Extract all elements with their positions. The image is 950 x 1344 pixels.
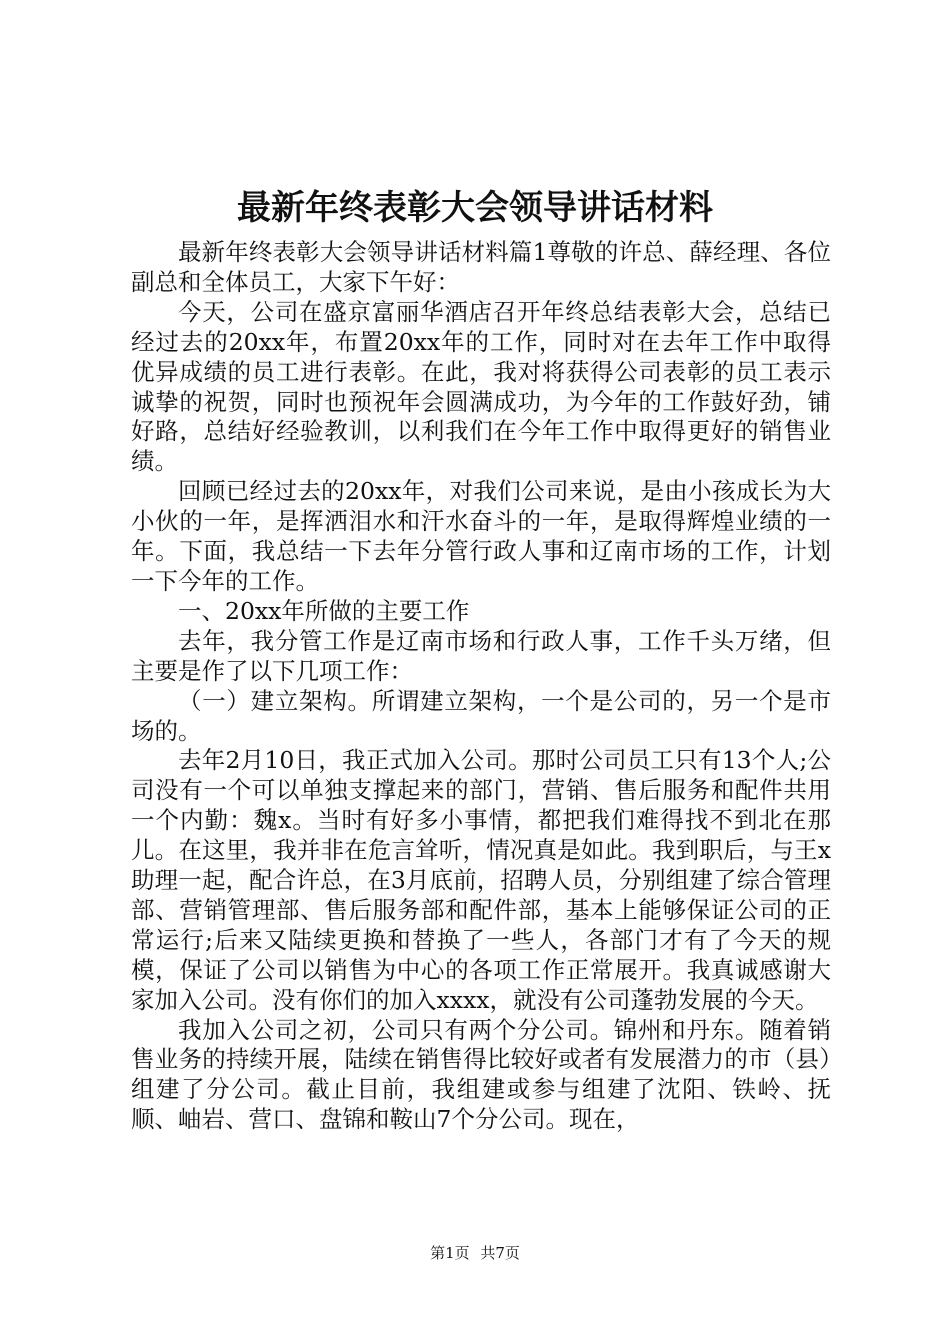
paragraph: 我加入公司之初，公司只有两个分公司。锦州和丹东。随着销售业务的持续开展，陆续在销售得比较好或者有发展潜力的市（县）组建了分公司。截止目前，我组建或参与组建了沈阳、铁岭、抚顺、岫岩、营口、盘锦和鞍山7个分公司。现在， [131, 1015, 831, 1134]
paragraph: 最新年终表彰大会领导讲话材料篇1尊敬的许总、薛经理、各位副总和全体员工，大家下午好： [131, 238, 831, 296]
page-total: 共7页 [480, 1244, 520, 1262]
page-footer [0, 1243, 950, 1263]
paragraph: 去年2月10日，我正式加入公司。那时公司员工只有13个人;公司没有一个可以单独支撑起来的部门，营销、售后服务和配件共用一个内勤：魏x。当时有好多小事情，都把我们难得找不到北在那儿。在这里，我并非在危言耸听，情况真是如此。我到职后，与王x助理一起，配合许总，在3月底前，招聘人员，分别组建了综合管理部、营销管理部、售后服务部和配件部，基本上能够保证公司的正常运行;后来又陆续更换和替换了一些人，各部门才有了今天的规模，保证了公司以销售为中心的各项工作正常展开。我真诚感谢大家加入公司。没有你们的加入xxxx，就没有公司蓬勃发展的今天。 [131, 746, 831, 1014]
paragraph: 今天，公司在盛京富丽华酒店召开年终总结表彰大会，总结已经过去的20xx年，布置20xx年的工作，同时对在去年工作中取得优异成绩的员工进行表彰。在此，我对将获得公司表彰的员工表示诚挚的祝贺，同时也预祝年会圆满成功，为今年的工作鼓好劲，铺好路，总结好经验教训，以利我们在今年工作中取得更好的销售业绩。 [131, 297, 831, 476]
paragraph: 去年，我分管工作是辽南市场和行政人事，工作千头万绪，但主要是作了以下几项工作： [131, 626, 831, 685]
section-heading: 一、20xx年所做的主要工作 [178, 596, 470, 625]
document-title: 最新年终表彰大会领导讲话材料 [237, 188, 713, 228]
paragraph: 回顾已经过去的20xx年，对我们公司来说，是由小孩成长为大小伙的一年，是挥洒泪水和汗水奋斗的一年，是取得辉煌业绩的一年。下面，我总结一下去年分管行政人事和辽南市场的工作，计划一下今年的工作。 [131, 477, 831, 595]
document-body [131, 238, 831, 1135]
subsection-heading: （一）建立架构。所谓建立架构，一个是公司的，另一个是市场的。 [131, 686, 831, 745]
page-number: 第1页 [430, 1244, 470, 1262]
